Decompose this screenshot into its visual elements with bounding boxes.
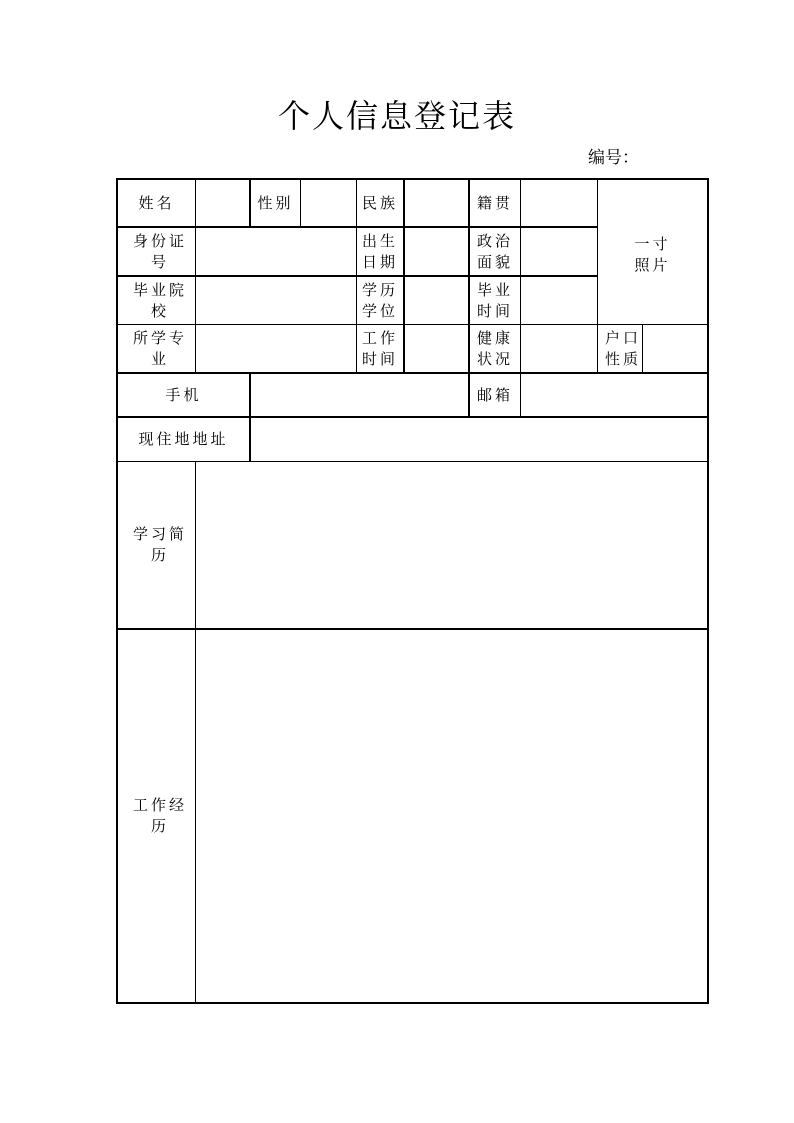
label-line: 户口 — [605, 328, 642, 347]
label-line: 健康 — [476, 328, 513, 347]
school-field[interactable] — [197, 277, 356, 324]
name-label: 姓名 — [138, 194, 175, 212]
name-field[interactable] — [197, 180, 249, 227]
email-field[interactable] — [521, 374, 707, 416]
political-status-label — [470, 228, 520, 275]
school-label: 毕业院校 — [132, 280, 187, 320]
degree-label — [357, 277, 403, 324]
degree-field[interactable] — [405, 277, 468, 324]
birth-date-label — [357, 228, 403, 275]
label-line: 时间 — [476, 301, 513, 320]
gender-label: 性别 — [257, 194, 294, 212]
work-history-field[interactable] — [197, 630, 707, 1002]
graduation-time-field[interactable] — [521, 277, 597, 324]
photo-label-line1: 一寸 — [634, 235, 671, 253]
label-line: 毕业 — [476, 280, 513, 299]
label-line: 学位 — [361, 301, 398, 320]
work-time-field[interactable] — [405, 325, 468, 372]
label-line: 状况 — [476, 349, 513, 368]
id-number-label: 身份证号 — [132, 231, 187, 271]
label-line: 学历 — [361, 280, 398, 299]
education-history-label: 学习简历 — [132, 525, 187, 564]
work-time-label — [357, 325, 403, 372]
health-label — [470, 325, 520, 372]
page-title: 个人信息登记表 — [277, 97, 516, 135]
label-line: 工作 — [361, 328, 398, 347]
education-history-field[interactable] — [197, 462, 707, 628]
major-field[interactable] — [197, 325, 356, 372]
email-label: 邮箱 — [476, 385, 513, 404]
photo-box[interactable] — [598, 180, 707, 324]
graduation-time-label — [470, 277, 520, 324]
label-line: 政治 — [476, 231, 513, 250]
gender-field[interactable] — [301, 180, 356, 227]
ethnicity-label: 民族 — [361, 194, 398, 212]
major-label: 所学专业 — [132, 328, 187, 368]
serial-number-label: 编号： — [588, 148, 639, 168]
native-place-label: 籍贯 — [476, 194, 513, 212]
phone-field[interactable] — [251, 374, 468, 416]
label-line: 性质 — [605, 349, 642, 368]
work-history-label: 工作经历 — [132, 796, 187, 835]
table-border-right — [707, 178, 709, 1004]
address-field[interactable] — [251, 418, 707, 461]
ethnicity-field[interactable] — [405, 180, 468, 227]
col-line — [195, 462, 196, 1003]
label-line: 日期 — [361, 252, 398, 271]
health-field[interactable] — [521, 325, 597, 372]
phone-label: 手机 — [165, 385, 202, 404]
hukou-field[interactable] — [643, 325, 707, 372]
political-status-field[interactable] — [521, 228, 597, 275]
birth-date-field[interactable] — [405, 228, 468, 275]
table-border-bottom — [116, 1002, 709, 1004]
hukou-label — [598, 325, 642, 372]
label-line: 出生 — [361, 231, 398, 250]
col-line — [195, 179, 196, 373]
photo-label-line2: 照片 — [634, 256, 671, 274]
id-number-field[interactable] — [197, 228, 356, 275]
label-line: 时间 — [361, 349, 398, 368]
label-line: 面貌 — [476, 252, 513, 271]
address-label: 现住地地址 — [138, 430, 229, 448]
native-place-field[interactable] — [521, 180, 597, 227]
